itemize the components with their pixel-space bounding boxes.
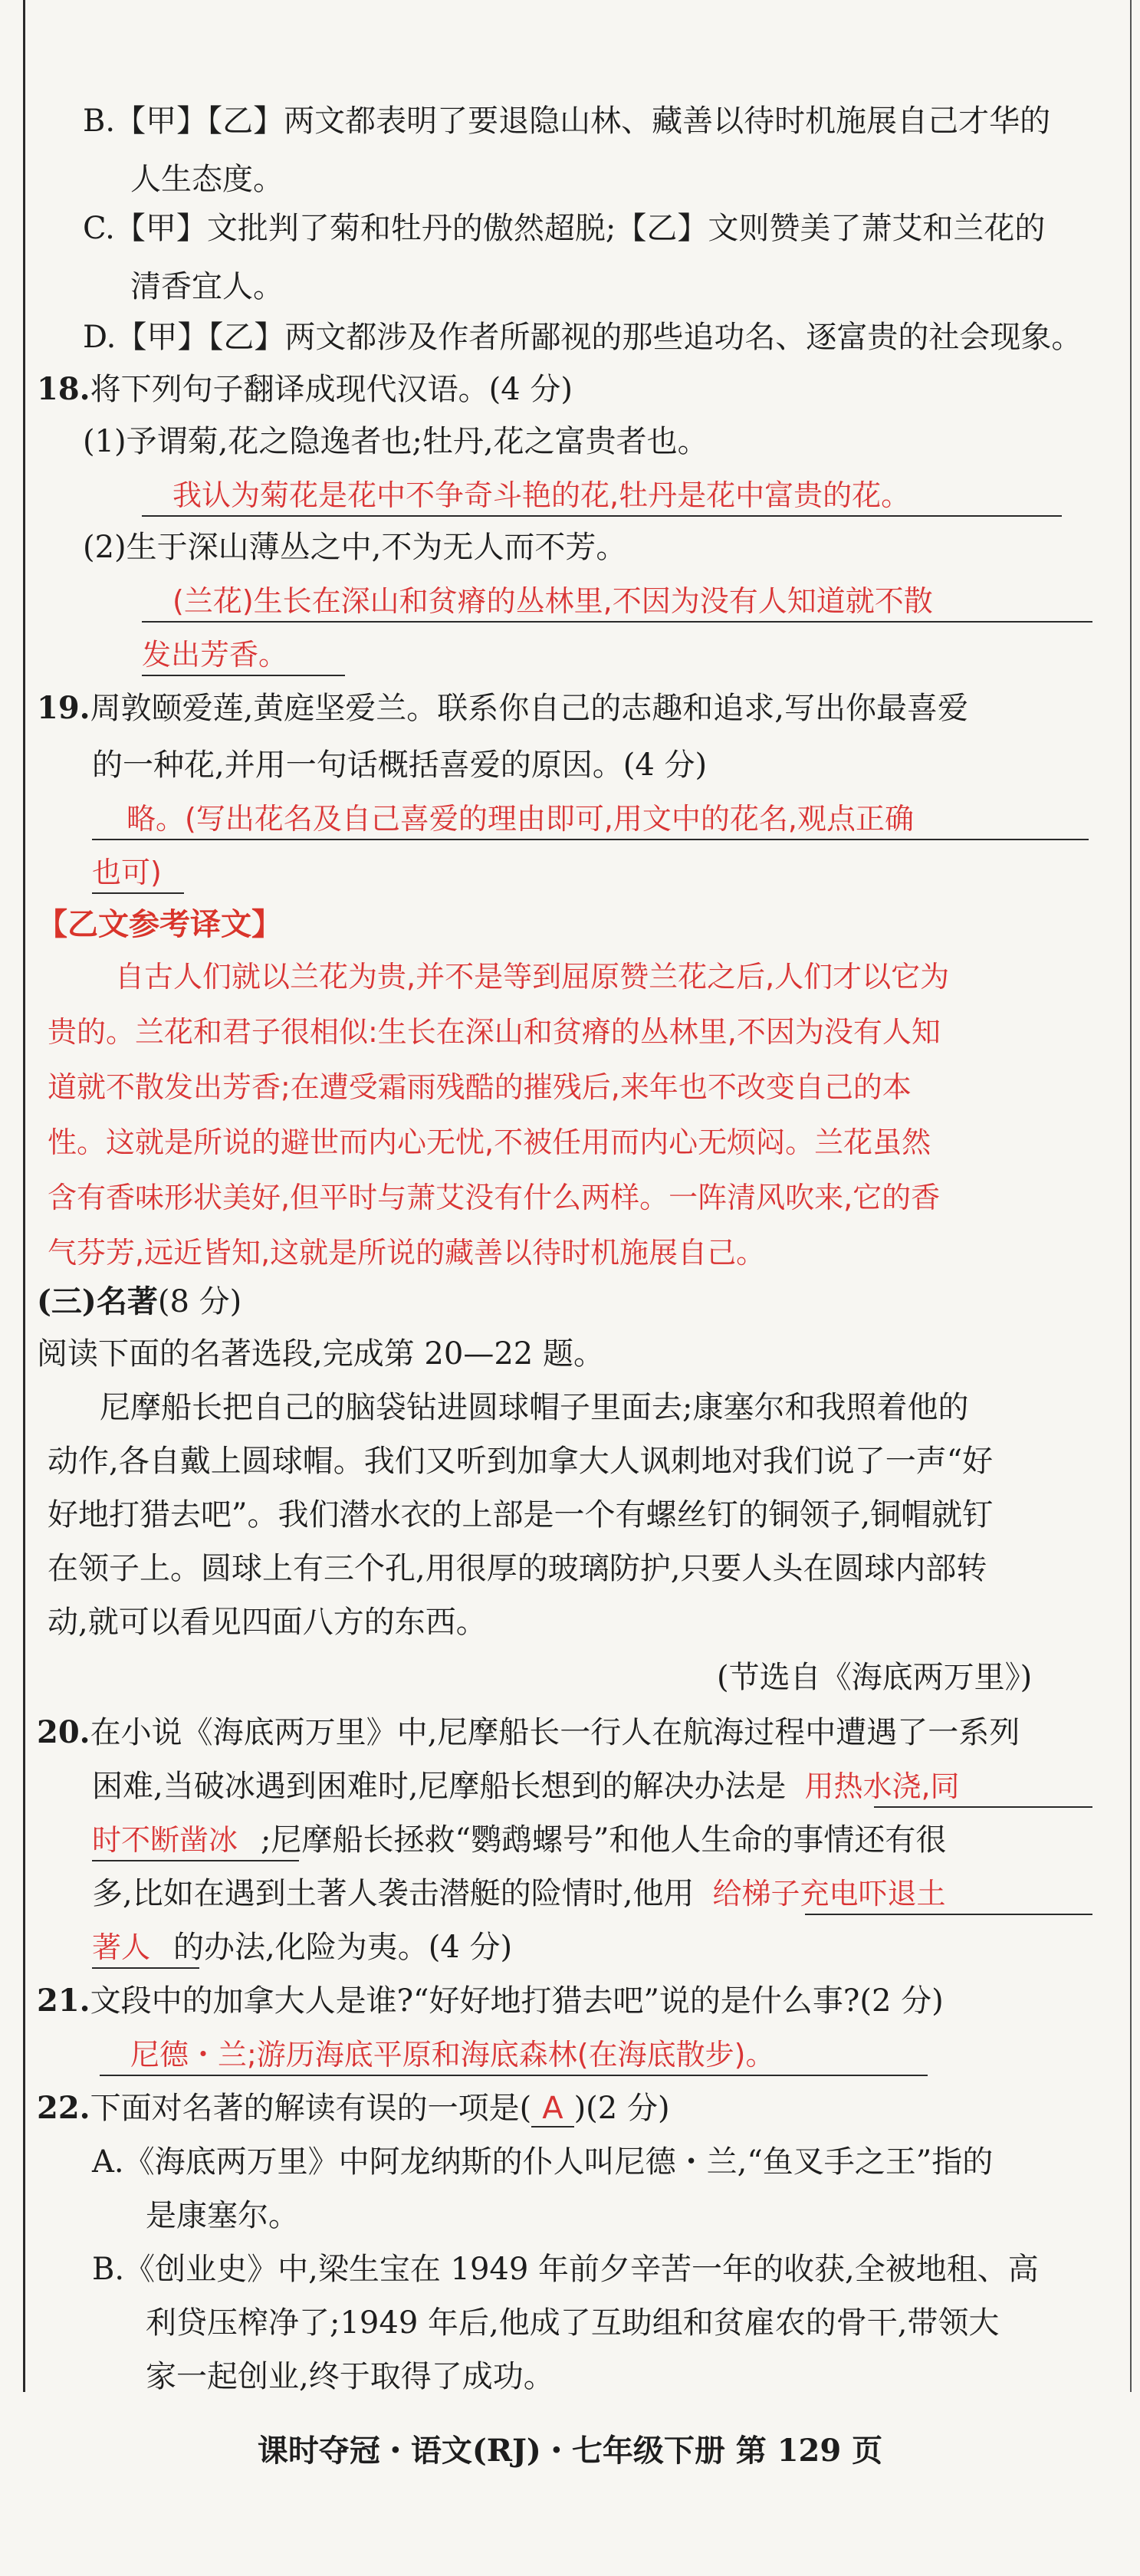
q18-sentence-2: (2)生于深山薄丛之中,不为无人而不芳。	[83, 530, 627, 565]
q19-line-2: 的一种花,并用一句话概括喜爱的原因。(4 分)	[92, 748, 708, 783]
passage-line-1: 尼摩船长把自己的脑袋钻进圆球帽子里面去;康塞尔和我照着他的	[100, 1390, 969, 1425]
q21-number: 21.	[37, 1983, 90, 2019]
q20-text-5: 的办法,化险为夷。(4 分)	[173, 1930, 513, 1965]
q18-answer-1: 我认为菊花是花中不争奇斗艳的花,牡丹是花中富贵的花。	[172, 478, 911, 512]
q19-answer-underline-1	[92, 839, 1089, 840]
q20-answer-2-underline-1	[805, 1914, 1092, 1915]
q22-question	[37, 2087, 670, 2130]
passage-line-3: 好地打猎去吧”。我们潜水衣的上部是一个有螺丝钉的铜领子,铜帽就钉	[48, 1497, 994, 1533]
q20-line-3	[92, 1819, 946, 1861]
q20-line-5	[92, 1926, 512, 1969]
section-3-points: (8 分)	[157, 1284, 242, 1319]
translation-line-2: 贵的。兰花和君子很相似:生长在深山和贫瘠的丛林里,不因为没有人知	[48, 1015, 941, 1049]
q20-answer-1-underline-2	[92, 1860, 299, 1861]
translation-line-3: 道就不散发出芳香;在遭受霜雨残酷的摧残后,来年也不改变自己的本	[48, 1070, 912, 1104]
q20-text-4: 多,比如在遇到土著人袭击潜艇的险情时,他用	[92, 1876, 695, 1911]
q22-text-b: )(2 分)	[573, 2091, 670, 2126]
q22-number: 22.	[37, 2090, 90, 2126]
q20-text-3: ;尼摩船长拯救“鹦鹉螺号”和他人生命的事情还有很	[261, 1822, 947, 1858]
q20-line-2	[92, 1765, 960, 1808]
option-b-line-1: B.【甲】【乙】两文都表明了要退隐山林、藏善以待时机施展自己才华的	[83, 104, 1051, 139]
q18-sentence-1: (1)予谓菊,花之隐逸者也;牡丹,花之富贵者也。	[83, 424, 708, 459]
q20-answer-2-part-2: 著人	[92, 1930, 151, 1964]
q20-number: 20.	[37, 1714, 90, 1750]
q20-answer-2-underline-2	[92, 1967, 199, 1969]
q19-answer-line-1: 略。(写出花名及自己喜爱的理由即可,用文中的花名,观点正确	[126, 802, 914, 836]
q18-answer-2-underline-2	[142, 675, 345, 676]
q21-text: 文段中的加拿大人是谁?“好好地打猎去吧”说的是什么事?(2 分)	[90, 1983, 944, 2019]
q19-answer-line-2: 也可)	[92, 856, 162, 889]
passage-source: (节选自《海底两万里》)	[717, 1660, 1033, 1695]
page-footer: 课时夺冠・语文(RJ)・七年级下册 第 129 页	[257, 2433, 883, 2469]
q19-number: 19.	[37, 690, 90, 726]
section-3-title: (三)名著	[37, 1283, 158, 1319]
translation-line-4: 性。这就是所说的避世而内心无忧,不被任用而内心无烦闷。兰花虽然	[48, 1125, 931, 1159]
q20-answer-1-part-1: 用热水浇,同	[804, 1769, 960, 1803]
q19-text-1: 周敦颐爱莲,黄庭坚爱兰。联系你自己的志趣和追求,写出你最喜爱	[90, 691, 969, 726]
q18-answer-1-underline	[142, 515, 1062, 517]
q18-answer-2-line-1: (兰花)生长在深山和贫瘠的丛林里,不因为没有人知道就不散	[172, 584, 933, 618]
q19-answer-underline-2	[92, 892, 184, 894]
q18-question	[37, 368, 573, 411]
q22-text-a: 下面对名著的解读有误的一项是(	[90, 2091, 532, 2126]
q22-option-b-line-1: B.《创业史》中,梁生宝在 1949 年前夕辛苦一年的收获,全被地租、高	[92, 2252, 1039, 2287]
q21-answer: 尼德・兰;游历海底平原和海底森林(在海底散步)。	[130, 2038, 775, 2072]
left-margin-line	[23, 0, 25, 2392]
q18-text: 将下列句子翻译成现代汉语。(4 分)	[90, 372, 573, 407]
q22-option-b-line-3: 家一起创业,终于取得了成功。	[146, 2359, 554, 2394]
q20-answer-1-part-2: 时不断凿冰	[92, 1823, 238, 1857]
section-3-intro: 阅读下面的名著选段,完成第 20—22 题。	[37, 1336, 604, 1372]
q20-text-1: 在小说《海底两万里》中,尼摩船长一行人在航海过程中遭遇了一系列	[90, 1715, 1020, 1750]
q21-question	[37, 1980, 944, 2022]
translation-line-6: 气芬芳,远近皆知,这就是所说的藏善以待时机施展自己。	[48, 1236, 766, 1270]
option-b-line-2: 人生态度。	[130, 162, 284, 197]
option-d-line: D.【甲】【乙】两文都涉及作者所鄙视的那些追功名、逐富贵的社会现象。	[83, 320, 1083, 355]
q20-answer-2-part-1: 给梯子充电吓退土	[712, 1877, 946, 1911]
q20-line-4	[92, 1872, 945, 1915]
option-c-line-2: 清香宜人。	[130, 269, 284, 304]
passage-line-2: 动作,各自戴上圆球帽。我们又听到加拿大人讽刺地对我们说了一声“好	[48, 1444, 994, 1479]
translation-line-5: 含有香味形状美好,但平时与萧艾没有什么两样。一阵清风吹来,它的香	[48, 1181, 941, 1214]
q22-option-a-line-2: 是康塞尔。	[146, 2198, 299, 2233]
q20-text-2: 困难,当破冰遇到困难时,尼摩船长想到的解决办法是	[92, 1769, 787, 1804]
q22-option-a-line-1: A.《海底两万里》中阿龙纳斯的仆人叫尼德・兰,“鱼叉手之王”指的	[92, 2144, 994, 2180]
q20-answer-1-underline-1	[874, 1806, 1092, 1808]
translation-heading: 【乙文参考译文】	[37, 906, 282, 942]
q21-answer-underline	[100, 2075, 928, 2076]
q22-answer: A	[531, 2091, 573, 2128]
q22-option-b-line-2: 利贷压榨净了;1949 年后,他成了互助组和贫雇农的骨干,带领大	[146, 2305, 1000, 2341]
passage-line-4: 在领子上。圆球上有三个孔,用很厚的玻璃防护,只要人头在圆球内部转	[48, 1551, 987, 1586]
translation-line-1: 自古人们就以兰花为贵,并不是等到屈原赞兰花之后,人们才以它为	[115, 960, 950, 994]
section-3-heading	[37, 1280, 241, 1323]
q20-line-1	[37, 1711, 1020, 1754]
q19-line-1	[37, 687, 968, 730]
q18-answer-2-line-2: 发出芳香。	[142, 638, 288, 672]
option-c-line-1: C.【甲】文批判了菊和牡丹的傲然超脱;【乙】文则赞美了萧艾和兰花的	[83, 211, 1046, 246]
passage-line-5: 动,就可以看见四面八方的东西。	[48, 1605, 487, 1640]
q18-answer-2-underline-1	[142, 621, 1092, 623]
q18-number: 18.	[37, 371, 90, 407]
right-margin-line	[1130, 0, 1132, 2392]
